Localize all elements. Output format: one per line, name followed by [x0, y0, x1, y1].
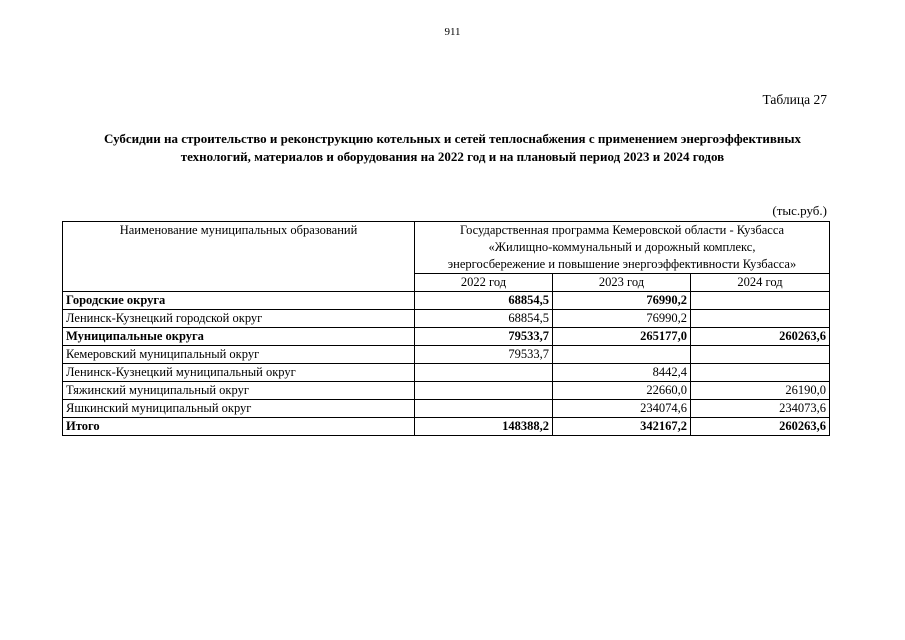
header-municipality: Наименование муниципальных образований — [63, 222, 415, 292]
value-2023-cell: 265177,0 — [553, 328, 691, 346]
table-row — [63, 400, 830, 418]
value-2022-cell: 148388,2 — [415, 418, 553, 436]
table-row — [63, 382, 830, 400]
value-2022-cell — [415, 364, 553, 382]
value-2022-cell: 68854,5 — [415, 310, 553, 328]
table-row — [63, 364, 830, 382]
value-2023-cell: 234074,6 — [553, 400, 691, 418]
subsidy-table — [62, 221, 830, 436]
units-label: (тыс.руб.) — [772, 203, 827, 218]
header-year-2022: 2022 год — [415, 274, 553, 292]
header-program — [415, 222, 830, 274]
header-year-2023: 2023 год — [553, 274, 691, 292]
title-line-2: технологий, материалов и оборудования на 2022 год и на плановый период 2023 и 2024 годов — [180, 149, 725, 164]
value-2023-cell — [553, 346, 691, 364]
program-line-2: «Жилищно-коммунальный и дорожный комплекс, — [488, 240, 756, 254]
program-line-1: Государственная программа Кемеровской области - Кузбасса — [459, 223, 785, 237]
page-number: 911 — [444, 26, 461, 38]
value-2022-cell — [415, 400, 553, 418]
value-2022-cell — [415, 382, 553, 400]
value-2024-cell: 234073,6 — [691, 400, 830, 418]
table-label: Таблица 27 — [762, 92, 827, 107]
value-2023-cell: 76990,2 — [553, 310, 691, 328]
value-2024-cell: 260263,6 — [691, 418, 830, 436]
table-row — [63, 328, 830, 346]
table-row — [63, 346, 830, 364]
row-name-cell: Яшкинский муниципальный округ — [63, 400, 415, 418]
row-name-cell: Муниципальные округа — [63, 328, 415, 346]
row-name-cell: Ленинск-Кузнецкий муниципальный округ — [63, 364, 415, 382]
value-2024-cell — [691, 310, 830, 328]
value-2024-cell: 260263,6 — [691, 328, 830, 346]
value-2024-cell — [691, 292, 830, 310]
value-2024-cell — [691, 364, 830, 382]
value-2022-cell: 79533,7 — [415, 328, 553, 346]
value-2024-cell — [691, 346, 830, 364]
title-line-1: Субсидии на строительство и реконструкцию котельных и сетей теплоснабжения с применением энергоэффективных — [104, 131, 801, 146]
table-body — [63, 292, 830, 436]
table-row — [63, 418, 830, 436]
value-2023-cell: 342167,2 — [553, 418, 691, 436]
row-name-cell: Городские округа — [63, 292, 415, 310]
value-2023-cell: 76990,2 — [553, 292, 691, 310]
row-name-cell: Ленинск-Кузнецкий городской округ — [63, 310, 415, 328]
document-title — [40, 130, 865, 166]
value-2022-cell: 68854,5 — [415, 292, 553, 310]
row-name-cell: Тяжинский муниципальный округ — [63, 382, 415, 400]
value-2023-cell: 22660,0 — [553, 382, 691, 400]
header-year-2024: 2024 год — [691, 274, 830, 292]
value-2022-cell: 79533,7 — [415, 346, 553, 364]
table-row — [63, 292, 830, 310]
value-2023-cell: 8442,4 — [553, 364, 691, 382]
value-2024-cell: 26190,0 — [691, 382, 830, 400]
row-name-cell: Итого — [63, 418, 415, 436]
row-name-cell: Кемеровский муниципальный округ — [63, 346, 415, 364]
program-line-3: энергосбережение и повышение энергоэффективности Кузбасса» — [447, 257, 797, 271]
table-row — [63, 310, 830, 328]
